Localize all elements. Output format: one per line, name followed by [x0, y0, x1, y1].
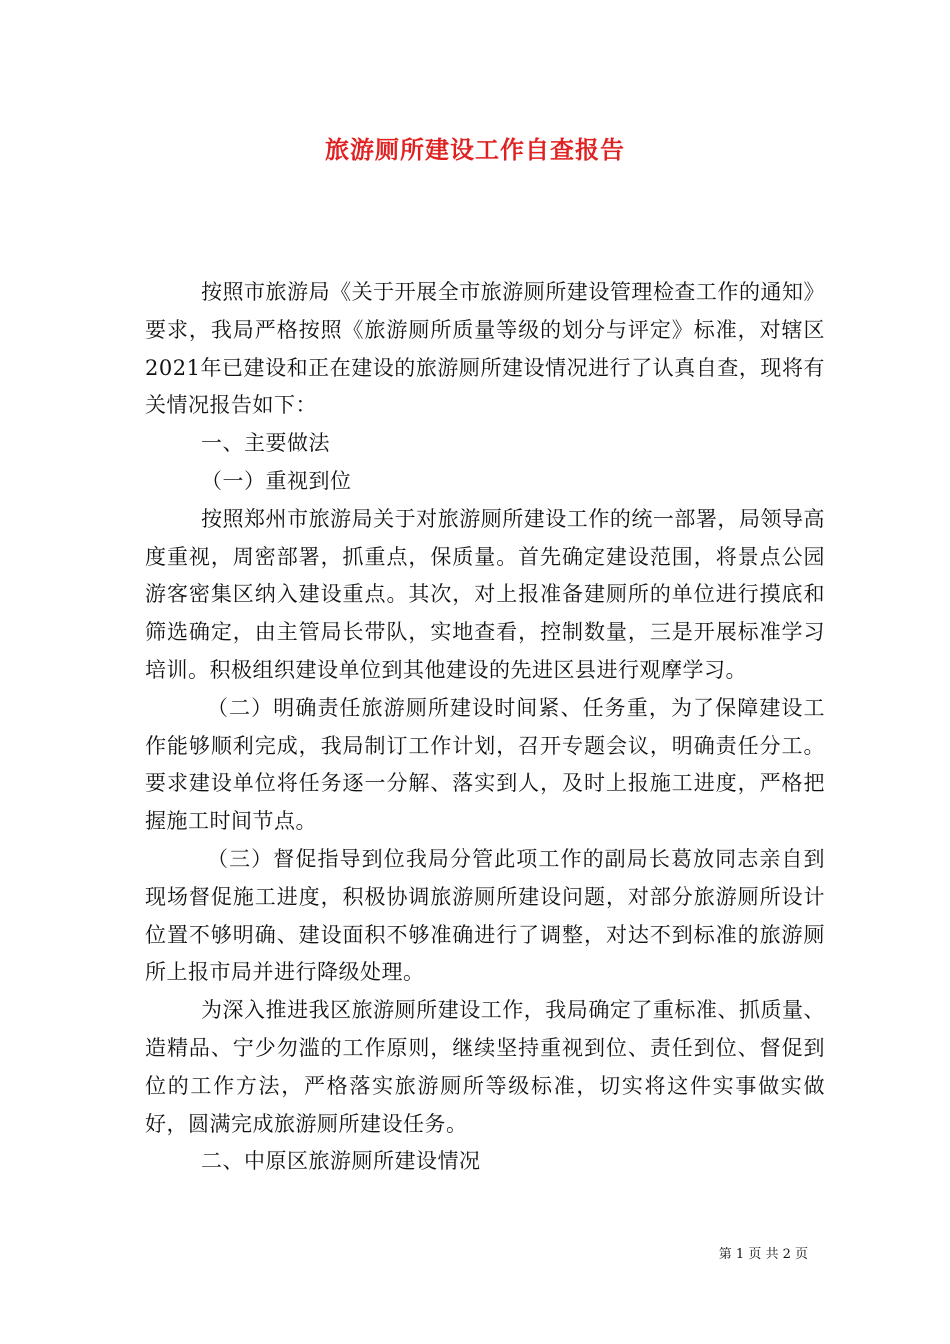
paragraph-attention: 按照郑州市旅游局关于对旅游厕所建设工作的统一部署，局领导高度重视，周密部署，抓重点，保质量。首先确定建设范围，将景点公园游客密集区纳入建设重点。其次，对上报准备建厕所的单位进行摸底和筛选确定，由主管局长带队，实地查看，控制数量，三是开展标准学习培训。积极组织建设单位到其他建设的先进区县进行观摩学习。 — [145, 506, 825, 682]
document-title: 旅游厕所建设工作自查报告 — [325, 135, 625, 164]
paragraph-supervision: （三）督促指导到位我局分管此项工作的副局长葛放同志亲自到现场督促施工进度，积极协调旅游厕所建设问题，对部分旅游厕所设计位置不够明确、建设面积不够准确进行了调整，对达不到标准的旅游厕所上报市局并进行降级处理。 — [145, 846, 825, 985]
document-body — [145, 274, 825, 1181]
page-number: 第 1 页 共 2 页 — [718, 1247, 808, 1262]
subheading-attention: （一）重视到位 — [201, 468, 352, 493]
heading-construction-status: 二、中原区旅游厕所建设情况 — [201, 1149, 481, 1174]
paragraph-intro: 按照市旅游局《关于开展全市旅游厕所建设管理检查工作的通知》要求，我局严格按照《旅游厕所质量等级的划分与评定》标准，对辖区2021年已建设和正在建设的旅游厕所建设情况进行了认真自查，现将有关情况报告如下： — [145, 280, 825, 418]
paragraph-responsibility: （二）明确责任旅游厕所建设时间紧、任务重，为了保障建设工作能够顺利完成，我局制订工作计划，召开专题会议，明确责任分工。要求建设单位将任务逐一分解、落实到人，及时上报施工进度，严格把握施工时间节点。 — [145, 695, 825, 834]
heading-main-practices: 一、主要做法 — [201, 431, 330, 456]
paragraph-principles: 为深入推进我区旅游厕所建设工作，我局确定了重标准、抓质量、造精品、宁少勿滥的工作原则，继续坚持重视到位、责任到位、督促到位的工作方法，严格落实旅游厕所等级标准，切实将这件实事做实做好，圆满完成旅游厕所建设任务。 — [145, 998, 825, 1136]
